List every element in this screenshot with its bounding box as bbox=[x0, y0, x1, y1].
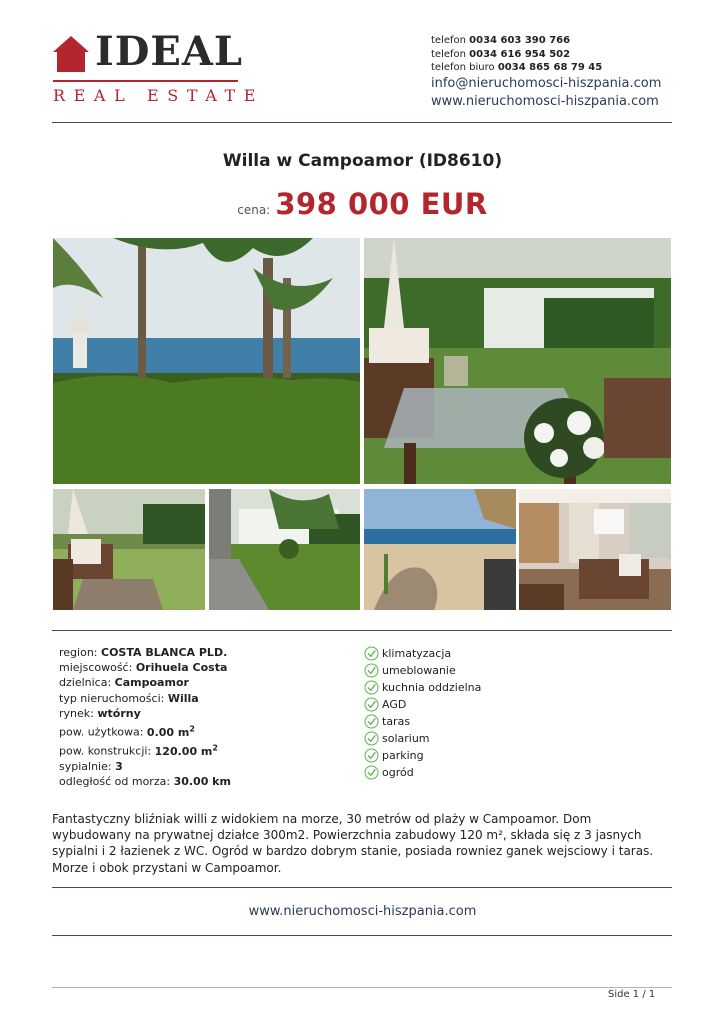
feature-item bbox=[364, 764, 481, 781]
feature-item bbox=[364, 679, 481, 696]
checkmark-icon bbox=[364, 748, 379, 763]
phone-line: telefon biuro 0034 865 68 79 45 bbox=[431, 62, 603, 73]
photo-terrace-table[interactable] bbox=[364, 238, 671, 484]
footer-divider bbox=[52, 935, 672, 936]
detail-region: region: COSTA BLANCA PLD. bbox=[59, 646, 228, 659]
price-label: cena: bbox=[237, 203, 271, 217]
page-number: Side 1 / 1 bbox=[608, 989, 656, 1000]
website-link[interactable]: www.nieruchomosci-hiszpania.com bbox=[431, 93, 659, 109]
checkmark-icon bbox=[364, 714, 379, 729]
feature-label: AGD bbox=[382, 698, 407, 711]
listing-title: Willa w Campoamor (ID8610) bbox=[222, 151, 503, 171]
contact-block bbox=[431, 34, 661, 111]
feature-item bbox=[364, 730, 481, 747]
feature-label: ogród bbox=[382, 766, 414, 779]
feature-label: kuchnia oddzielna bbox=[382, 681, 482, 694]
feature-label: taras bbox=[382, 715, 411, 728]
detail-type: typ nieruchomości: Willa bbox=[59, 691, 199, 705]
detail-bedrooms: sypialnie: 3 bbox=[59, 759, 123, 773]
price-row bbox=[0, 187, 725, 221]
photo-beach[interactable] bbox=[364, 489, 516, 610]
checkmark-icon bbox=[364, 663, 379, 678]
photo-lawn[interactable] bbox=[209, 489, 360, 610]
detail-built-area: pow. konstrukcji: 120.00 $m^2$ bbox=[59, 742, 218, 758]
logo-wordmark: IDEAL bbox=[95, 28, 244, 75]
detail-market: rynek: wtórny bbox=[59, 706, 141, 720]
logo-house-icon bbox=[53, 36, 89, 72]
feature-label: klimatyzacja bbox=[382, 647, 452, 660]
photo-porch[interactable] bbox=[519, 489, 671, 610]
phone-line: telefon 0034 603 390 766 bbox=[431, 35, 571, 46]
listing-description: Fantastyczny bliźniak willi z widokiem na morze, 30 metrów od plaży w Campoamor. Dom wybudowany na prywatnej działce 300m2. Powierzchnia zabudowy 120 m², składa się z 3 jasnych sypialni i 2 łazienek z WC. Ogród w bardzo dobrym stanie, posiada rowniez ganek wejsciowy i taras. Morze i obok przystani w Campoamor. bbox=[52, 812, 654, 875]
checkmark-icon bbox=[364, 765, 379, 780]
photo-sea-view-hedge[interactable] bbox=[53, 238, 360, 484]
feature-label: parking bbox=[382, 749, 424, 762]
description-divider bbox=[52, 887, 672, 888]
feature-item bbox=[364, 747, 481, 764]
detail-sea-distance: odległość od morza: 30.00 km bbox=[59, 774, 231, 788]
feature-item bbox=[364, 696, 481, 713]
price-value: 398 000 EUR bbox=[275, 187, 488, 221]
feature-label: umeblowanie bbox=[382, 664, 456, 677]
photo-garden-furniture[interactable] bbox=[53, 489, 205, 610]
checkmark-icon bbox=[364, 697, 379, 712]
logo-subtitle: REAL ESTATE bbox=[53, 86, 265, 105]
footer-website-link[interactable]: www.nieruchomosci-hiszpania.com bbox=[248, 904, 477, 919]
phone-line: telefon 0034 616 954 502 bbox=[431, 48, 571, 60]
checkmark-icon bbox=[364, 646, 379, 661]
features-list bbox=[364, 645, 481, 781]
detail-district: dzielnica: Campoamor bbox=[59, 676, 189, 690]
email-link[interactable]: info@nieruchomosci-hiszpania.com bbox=[431, 75, 662, 91]
checkmark-icon bbox=[364, 680, 379, 695]
feature-label: solarium bbox=[382, 732, 430, 745]
checkmark-icon bbox=[364, 731, 379, 746]
logo-rule bbox=[53, 80, 238, 82]
detail-usable-area: pow. użytkowa: 0.00 $m^2$ bbox=[59, 724, 195, 739]
feature-item bbox=[364, 662, 481, 679]
feature-item bbox=[364, 713, 481, 730]
detail-town: miejscowość: Orihuela Costa bbox=[59, 661, 228, 675]
feature-item bbox=[364, 645, 481, 662]
page-bottom-divider bbox=[52, 987, 672, 988]
header-divider bbox=[52, 122, 672, 123]
property-details bbox=[59, 645, 231, 789]
photos-divider bbox=[52, 630, 672, 631]
